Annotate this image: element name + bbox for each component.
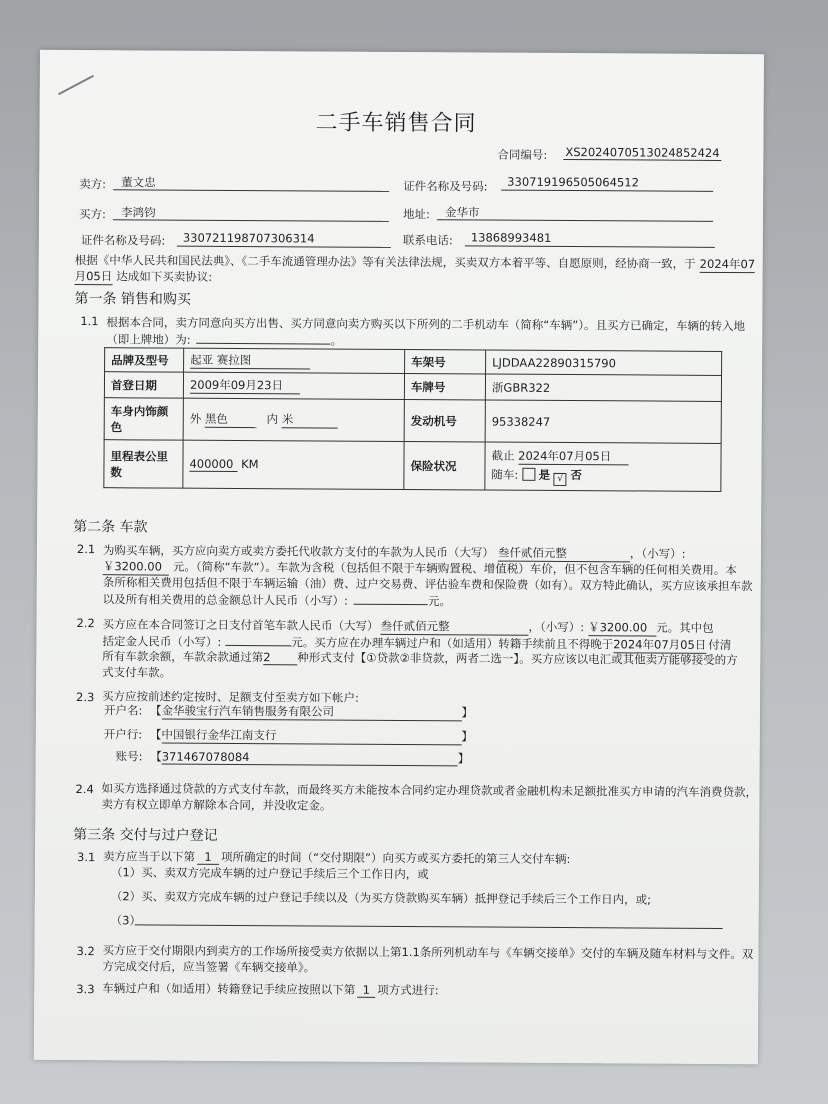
seller-id: 330719196505064512 [507,174,639,190]
clause-2-3-text: 买方应按前述约定按时、足额支付至卖方如下帐户: [102,689,359,705]
insurance-with-car-label: 随车: [491,467,519,482]
color-label: 车身内饰颜色 [104,398,183,440]
section-3-heading: 第三条 交付与过户登记 [73,827,218,844]
account-bank: 中国银行金华江南支行 [161,727,277,743]
engine-value: 95338247 [485,400,721,443]
brand-label: 品牌及型号 [105,348,184,372]
clause-2-2-num: 2.2 [76,616,95,631]
color-in-value: 米 [282,411,338,428]
mileage-label: 里程表公里数 [104,440,183,488]
plate-label: 车牌号 [404,374,485,400]
account-no: 371467078084 [161,749,250,765]
clause-3-1-option-2: （2）买、卖双方完成车辆的过户登记手续以及（为买方贷款购买车辆）抵押登记手续后三个工作日内，或; [110,889,652,907]
insurance-until-date: 2024年07月05日 [518,447,628,465]
clause-3-3-num: 3.3 [76,982,95,997]
preamble-line2: 月05日 达成如下买卖协议: [74,269,213,284]
brand-value: 起亚 赛拉图 [190,352,310,370]
account-bank-label: 开户行: [103,727,143,742]
page-title: 二手车销售合同 [315,110,477,137]
section-1-heading: 第一条 销售和购买 [74,291,191,308]
clause-2-1-line4: 以及所有相关费用的总金额总计人民币（小写）: 元。 [102,592,452,609]
no-label: 否 [570,467,582,482]
buyer-phone: 13868993481 [470,230,552,245]
clause-2-2-line3: 所有车款余额，车款余款通过第2 种形式支付【①贷款②非贷款，两者二选一】。买方应该以电汇或其他卖方能够接受的方 [102,649,738,668]
clause-2-3-num: 2.3 [76,690,95,705]
section-2-heading: 第二条 车款 [73,518,148,536]
clause-2-1-line1: 为购买车辆，买方应向卖方或卖方委托代收款方支付的车款为人民币（大写） 叁仟贰佰元整 ，（小写）: [102,543,686,561]
reg-label: 首登日期 [104,372,183,398]
clause-3-2-line1: 买方应于交付期限内到卖方的工作场所接受卖方依据以上第1.1条所列机动车与《车辆交接单》交付的车辆及随车材料与文件。双 [102,943,754,962]
seller-label: 卖方: [79,177,107,192]
account-no-label: 账号: [115,749,143,764]
account-no-row: 账号: 【371467078084 】 [115,749,470,766]
account-bank-row: 开户行: 【中国银行金华江南支行 】 [103,727,473,744]
buyer-name: 李鸿钧 [120,205,156,220]
address-label: 地址: [402,207,430,222]
reg-value: 2009年09月23日 [190,377,300,395]
plate-value: 浙GBR322 [485,374,721,401]
contract-paper [34,50,764,1064]
buyer-address: 金华市 [444,205,480,220]
insurance-until-prefix: 截止 [491,448,515,463]
clause-3-1-option-1: （1）买、卖双方完成车辆的过户登记手续后三个工作日内，或 [110,865,429,882]
contract-no-label: 合同编号: [497,147,548,162]
account-name: 金华骏宝行汽车销售服务有限公司 [161,703,335,719]
clause-1-1-text-b: （即上牌地）为: 。 [106,332,343,348]
buyer-id-label: 证件名称及号码: [80,233,166,248]
clause-2-1-num: 2.1 [76,542,96,557]
clause-2-2-line2: 括定金人民币（小写）: 元。买方应在办理车辆过户和（如适用）转籍手续前且不得晚于2024年07月05日 付清 [102,634,732,653]
buyer-id: 330721198707306314 [182,230,315,246]
clause-3-3-line1: 车辆过户和（如适用）转籍登记手续应按照以下第 1 项方式进行: [102,981,439,998]
yes-label: 是 [538,467,551,482]
contract-no: XS2024070513024852424 [563,145,721,161]
color-out-value: 黑色 [205,411,257,428]
color-out-prefix: 外 [189,411,202,426]
color-in-prefix: 内 [266,412,279,427]
mileage-unit: KM [241,457,259,472]
account-name-label: 开户名: [103,703,143,718]
engine-label: 发动机号 [404,400,485,442]
clause-2-1-line3: 条所称相关费用包括但不限于车辆运输（油）费、过户交易费、评估验车费和保险费（如有）。双方特此确认，买方应该承担车款 [102,575,753,594]
clause-2-1-line2: ￥3200.00 元。（简称“车款”）。车款为含税（包括但不限于车辆购置税、增值税）车价，但不包含车辆的任何相关费用。本 [102,559,737,578]
preamble-line1: 根据《中华人民共和国民法典》、《二手车流通管理办法》等有关法律法规，买卖双方本着平等、自愿原则，经协商一致，于 2024年07 [74,253,756,272]
clause-2-4-num: 2.4 [75,782,94,797]
clause-3-2-line2: 方完成交付后，应当签署《车辆交接单》。 [102,959,316,975]
vehicle-table [103,347,722,492]
checkbox-yes[interactable] [522,467,535,480]
clause-2-4-line2: 卖方有权立即单方解除本合同，并没收定金。 [101,797,332,813]
insurance-label: 保险状况 [404,442,485,490]
seller-id-label: 证件名称及号码: [403,179,488,194]
mileage-value: 400000 [189,457,237,472]
checkbox-no[interactable]: √ [554,472,567,485]
buyer-label: 买方: [78,207,106,222]
phone-label: 联系电话: [402,233,453,248]
clause-2-4-line1: 如买方选择通过贷款的方式支付车款，而最终买方未能按本合同约定办理贷款或者金融机构未足额批准买方申请的汽车消费贷款， [101,781,758,800]
clause-1-1-text: 根据本合同，卖方同意向买方出售、买方同意向卖方购买以下所列的二手机动车（简称“车辆”）。且买方已确定，车辆的转入地 [106,315,746,334]
seller-name: 董文忠 [121,175,156,190]
vin-value: LJDDAA22890315790 [486,350,722,375]
clause-2-2-line1: 买方应在本合同签订之日支付首笔车款人民币（大写） 叁仟贰佰元整 ，（小写）: ￥3200.00 元。其中包 [102,617,714,635]
account-name-row: 开户名: 【金华骏宝行汽车销售服务有限公司 】 [103,703,474,720]
clause-3-1-option-3: （3） [110,913,142,928]
clause-2-2-line4: 式支付车款。 [102,665,172,680]
clause-1-1-num: 1.1 [80,314,99,329]
clause-3-2-num: 3.2 [76,944,95,959]
clause-3-1-num: 3.1 [77,850,96,865]
vin-label: 车架号 [405,350,486,374]
clause-3-1-line1: 卖方应当于以下第 1 项所确定的时间（“交付期限”）向买方或买方委托的第三人交付车辆: [103,849,571,867]
